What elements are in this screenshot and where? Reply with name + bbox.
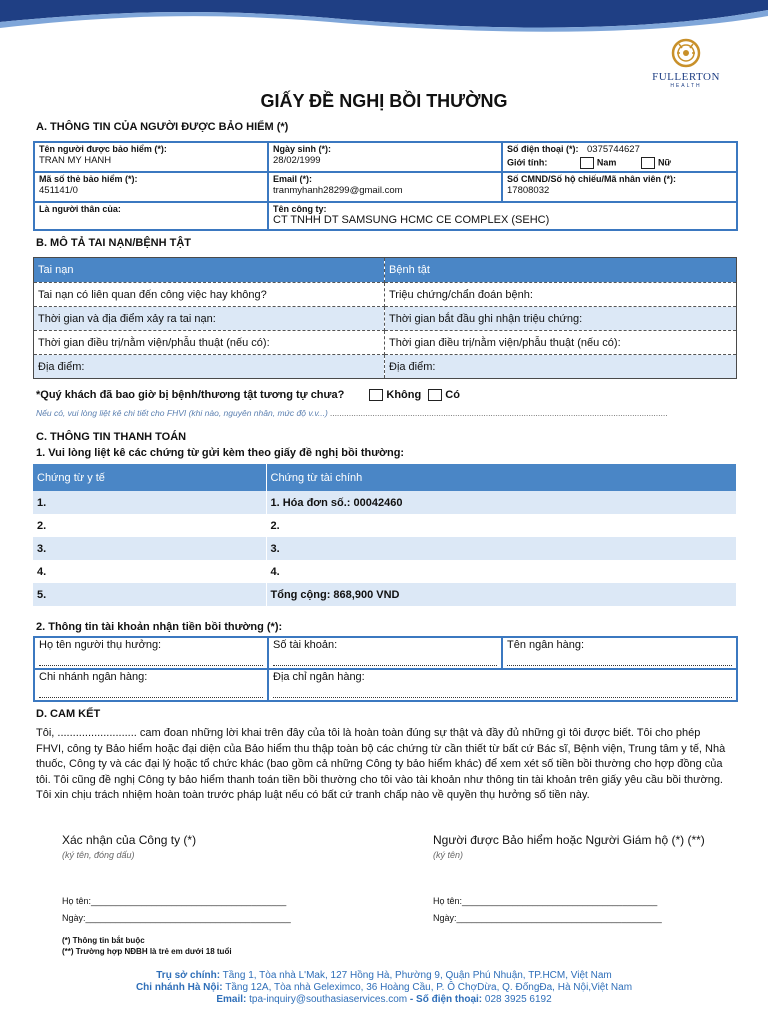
bank-address-label: Địa chỉ ngân hàng: <box>273 671 365 683</box>
company-date-line[interactable]: Ngày:_________________________________________ <box>62 913 291 923</box>
prior-condition-no-label: Không <box>386 389 422 401</box>
page-title: GIẤY ĐỀ NGHỊ BỒI THƯỜNG <box>260 91 508 111</box>
account-number-cell[interactable] <box>268 637 502 669</box>
footer-hanoi-label: Chi nhánh Hà Nội: <box>135 982 223 993</box>
beneficiary-input-line[interactable] <box>39 655 263 666</box>
bank-account-instruction: 2. Thông tin tài khoản nhận tiền bồi thường (*): <box>36 621 283 633</box>
financial-doc-3[interactable]: 3. <box>266 537 736 560</box>
email-label: Email (*): <box>273 174 313 184</box>
bank-name-cell[interactable] <box>502 637 737 669</box>
gender-label: Giới tính: <box>507 157 548 168</box>
insured-name-line[interactable]: Họ tên:_______________________________________ <box>433 896 658 906</box>
section-d-heading: D. CAM KẾT <box>36 708 101 720</box>
insured-info-table <box>33 141 738 231</box>
illness-symptom-start[interactable]: Thời gian bắt đầu ghi nhận triệu chứng: <box>385 307 737 331</box>
illness-location[interactable]: Địa điểm: <box>385 355 737 379</box>
financial-doc-4[interactable]: 4. <box>266 560 736 583</box>
brand-name: FULLERTON <box>652 71 720 83</box>
footer-email[interactable]: tpa-inquiry@southasiaservices.com <box>249 994 408 1005</box>
section-c-heading: C. THÔNG TIN THANH TOÁN <box>36 431 187 443</box>
insured-date-line[interactable]: Ngày:_________________________________________ <box>433 913 662 923</box>
insured-name-value[interactable]: TRAN MY HANH <box>39 155 112 166</box>
section-b-heading: B. MÔ TẢ TAI NẠN/BỆNH TẬT <box>36 237 192 249</box>
relative-cell[interactable] <box>34 202 268 230</box>
bank-account-table <box>33 636 738 702</box>
bank-name-label: Tên ngân hàng: <box>507 639 585 651</box>
bank-address-cell[interactable] <box>268 669 737 701</box>
accident-time-place[interactable]: Thời gian và địa điểm xảy ra tai nạn: <box>34 307 385 331</box>
relative-label: Là người thân của: <box>39 204 121 214</box>
dob-label: Ngày sinh (*): <box>273 144 332 154</box>
email-value[interactable]: tranmyhanh28299@gmail.com <box>273 185 403 196</box>
medical-doc-1[interactable]: 1. <box>33 491 266 514</box>
insured-sign-hint: (ký tên) <box>433 850 464 860</box>
gender-female-label: Nữ <box>657 157 671 168</box>
prior-condition-yes-checkbox[interactable] <box>428 389 442 401</box>
footer-hanoi-text: Tầng 12A, Tòa nhà Geleximco, 36 Hoàng Cầu, P. Ô ChợDừa, Q. ĐốngĐa, Hà Nội,Việt Nam <box>225 982 633 993</box>
footer-hq-label: Trụ sở chính: <box>156 970 221 981</box>
commitment-text: Tôi, .......................... cam đoan những lời khai trên đây của tôi là hoàn toàn đúng sự thật và đầy đủ những gì tôi được biết. Tôi cho phép FHVI, công ty Bảo hiểm hoặc đại diện của Bảo hiểm thu thập toàn bộ các chứng từ cần thiết từ bất cứ Bác sĩ, Bệnh viện, Trung tâm y tế, Nhà thuốc, Công ty và các đại lý hoặc tổ chức khác (bao gồm cả những Công ty bảo hiểm khác) để xem xét số tiền bồi thường cho hợp đồng của tôi. Tôi cũng đề nghị Công ty bảo hiểm thanh toán tiền bồi thường cho tôi vào tài khoản như thông tin tài khoản trên giấy yêu cầu bồi thường. Tôi xin chịu trách nhiệm hoàn toàn trước pháp luật nếu có bất cứ tranh chấp nào về quyền thụ hưởng số tiền này. <box>36 727 726 801</box>
email-cell <box>268 172 502 202</box>
prior-condition-note: Nếu có, vui lòng liệt kê chi tiết cho FHVI (khi nào, nguyên nhân, mức độ v.v...) <box>36 408 328 418</box>
gender-male-checkbox[interactable] <box>580 157 594 169</box>
card-number-value[interactable]: 451141/0 <box>39 185 78 196</box>
lion-crest-icon <box>671 38 701 68</box>
company-sign-hint: (ký tên, đóng dấu) <box>62 850 135 860</box>
illness-treatment-time[interactable]: Thời gian điều trị/nằm viện/phẫu thuật (nếu có): <box>385 331 737 355</box>
gender-female-checkbox[interactable] <box>641 157 655 169</box>
footer-email-label: Email: <box>216 994 247 1005</box>
accident-illness-table <box>33 257 737 379</box>
financial-doc-1[interactable]: 1. Hóa đơn số.: 00042460 <box>266 491 736 514</box>
prior-condition-question: *Quý khách đã bao giờ bị bệnh/thương tật tương tự chưa? <box>36 389 345 401</box>
card-number-label: Mã số thẻ bảo hiểm (*): <box>39 174 138 184</box>
financial-docs-header: Chứng từ tài chính <box>266 464 736 491</box>
company-label: Tên công ty: <box>273 204 327 214</box>
footer-contact <box>0 994 768 1005</box>
medical-doc-4[interactable]: 4. <box>33 560 266 583</box>
footer-hq-text: Tầng 1, Tòa nhà L'Mak, 127 Hồng Hà, Phường 9, Quận Phú Nhuận, TP.HCM, Việt Nam <box>222 970 612 981</box>
prior-condition-question-row <box>36 389 460 401</box>
dob-value[interactable]: 28/02/1999 <box>273 155 321 166</box>
company-confirmation-title: Xác nhận của Công ty (*) <box>62 833 197 847</box>
medical-doc-5[interactable]: 5. <box>33 583 266 606</box>
company-name-line[interactable]: Họ tên:_______________________________________ <box>62 896 287 906</box>
id-number-label: Số CMND/Số hộ chiếu/Mã nhân viên (*): <box>507 174 677 184</box>
section-a-heading: A. THÔNG TIN CỦA NGƯỜI ĐƯỢC BẢO HIỂM (*) <box>36 121 289 133</box>
phone-gender-cell <box>502 142 737 172</box>
bank-address-input-line[interactable] <box>273 687 732 698</box>
guardian-note: (**) Trường hợp NĐBH là trẻ em dưới 18 tuổi <box>62 947 232 956</box>
company-value[interactable]: CT TNHH DT SAMSUNG HCMC CE COMPLEX (SEHC) <box>273 214 550 226</box>
beneficiary-label: Họ tên người thụ hưởng: <box>39 639 162 651</box>
id-number-value[interactable]: 17808032 <box>507 185 550 196</box>
prior-condition-no-checkbox[interactable] <box>369 389 383 401</box>
beneficiary-cell[interactable] <box>34 637 268 669</box>
gender-male-label: Nam <box>596 157 617 168</box>
fullerton-logo <box>636 38 736 90</box>
accident-header: Tai nạn <box>34 258 385 283</box>
illness-diagnosis[interactable]: Triệu chứng/chẩn đoán bệnh: <box>385 283 737 307</box>
documents-table <box>33 464 737 606</box>
footer-phone-label: - Số điện thoại: <box>409 994 483 1005</box>
required-note: (*) Thông tin bắt buộc <box>62 936 145 945</box>
id-number-cell <box>502 172 737 202</box>
brand-sub: HEALTH <box>670 83 702 89</box>
financial-total[interactable]: Tổng cộng: 868,900 VND <box>266 583 736 606</box>
accident-location[interactable]: Địa điểm: <box>34 355 385 379</box>
prior-condition-yes-label: Có <box>445 389 460 401</box>
financial-doc-2[interactable]: 2. <box>266 514 736 537</box>
illness-header: Bệnh tật <box>385 258 737 283</box>
account-number-label: Số tài khoản: <box>273 639 338 651</box>
phone-value[interactable]: 0375744627 <box>587 144 640 155</box>
medical-doc-2[interactable]: 2. <box>33 514 266 537</box>
branch-input-line[interactable] <box>39 687 263 698</box>
prior-condition-note-row[interactable]: Nếu có, vui lòng liệt kê chi tiết cho FHVI (khi nào, nguyên nhân, mức độ v.v...) ............................................................................................................................................... <box>36 408 668 418</box>
footer-hanoi <box>0 982 768 993</box>
dob-cell <box>268 142 502 172</box>
accident-work-related[interactable]: Tai nạn có liên quan đến công việc hay không? <box>34 283 385 307</box>
account-number-input-line[interactable] <box>273 655 497 666</box>
footer-phone: 028 3925 6192 <box>484 994 552 1005</box>
branch-label: Chi nhánh ngân hàng: <box>39 671 148 683</box>
bank-name-input-line[interactable] <box>507 655 732 666</box>
company-cell <box>268 202 737 230</box>
phone-label: Số điện thoại (*): <box>507 144 579 154</box>
medical-doc-3[interactable]: 3. <box>33 537 266 560</box>
insured-sign-title: Người được Bảo hiểm hoặc Người Giám hộ (*) (**) <box>433 833 705 847</box>
accident-treatment-time[interactable]: Thời gian điều trị/nằm viện/phẫu thuật (nếu có): <box>34 331 385 355</box>
medical-docs-header: Chứng từ y tế <box>33 464 266 491</box>
branch-cell[interactable] <box>34 669 268 701</box>
insured-name-label: Tên người được bảo hiểm (*): <box>39 144 167 154</box>
insured-name-cell <box>34 142 268 172</box>
header-wave-banner <box>0 0 768 40</box>
documents-instruction: 1. Vui lòng liệt kê các chứng từ gửi kèm theo giấy đề nghị bồi thường: <box>36 447 405 459</box>
footer-hq <box>0 970 768 981</box>
card-number-cell <box>34 172 268 202</box>
